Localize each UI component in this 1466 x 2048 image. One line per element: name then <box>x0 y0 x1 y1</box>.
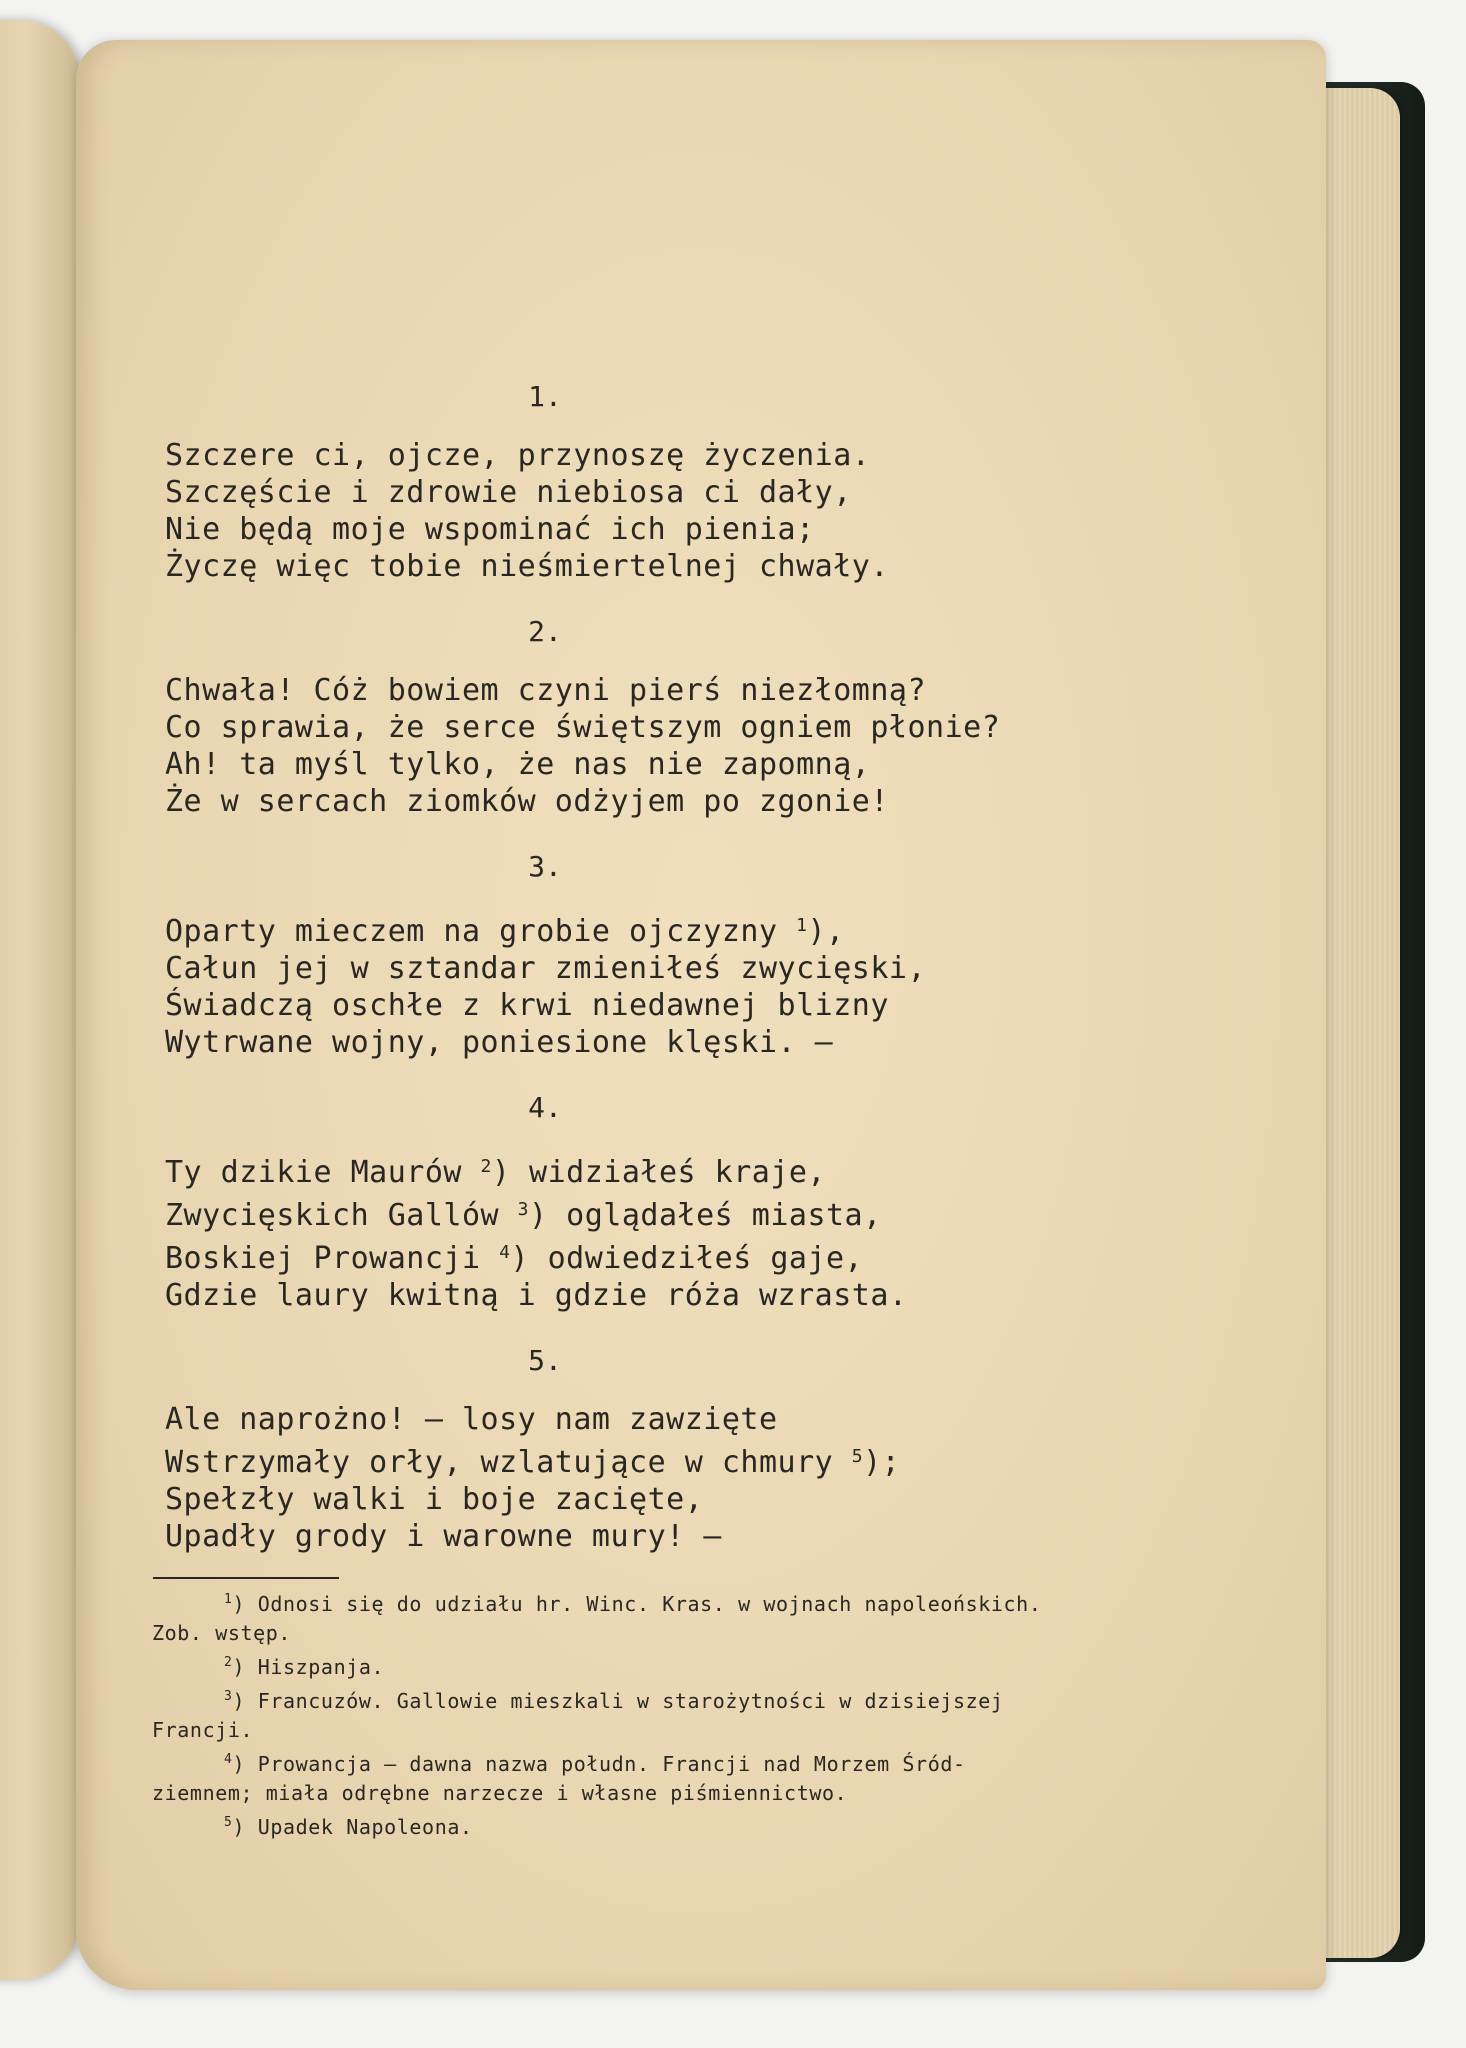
poem-line: Zwycięskich Gallów $^3$) oglądałeś miasta, <box>165 1198 882 1233</box>
footnote-marker: 1 <box>796 915 808 936</box>
footnote-marker: 4 <box>499 1242 511 1263</box>
footnote-divider <box>153 1577 339 1579</box>
left-page-edge <box>0 20 80 1980</box>
footnote-3: $^3$) Francuzów. Gallowie mieszkali w starożytności w dzisiejszej <box>224 1689 1004 1713</box>
stanza-number: 4. <box>528 1091 562 1124</box>
footnote-marker: 2 <box>480 1156 492 1177</box>
footnote-marker: 3 <box>517 1199 530 1220</box>
poem-line: Co sprawia, że serce świętszym ogniem płonie? <box>165 710 1001 745</box>
footnotes <box>152 1585 1172 1842</box>
poem-line: Oparty mieczem na grobie ojczyzny $^1$), <box>165 914 845 949</box>
footnote-marker: 5 <box>851 1446 864 1467</box>
poem-line: Boskiej Prowancji $^4$) odwiedziłeś gaje, <box>165 1241 864 1276</box>
stanza-2 <box>165 615 1185 820</box>
stanza-1 <box>165 380 1185 585</box>
stanza-3 <box>165 850 1185 1061</box>
stanza-4 <box>165 1091 1185 1314</box>
footnote-1-cont: Zob. wstęp. <box>152 1621 292 1645</box>
poem-line: Ah! ta myśl tylko, że nas nie zapomną, <box>165 747 871 782</box>
poem-line: Świadczą oschłe z krwi niedawnej blizny <box>165 988 889 1023</box>
poem-line: Życzę więc tobie nieśmiertelnej chwały. <box>165 549 889 584</box>
footnote-1: $^1$) Odnosi się do udziału hr. Winc. Kras. w wojnach napoleońskich. <box>224 1592 1042 1616</box>
poem-line: Że w sercach ziomków odżyjem po zgonie! <box>165 784 889 819</box>
footnote-3-cont: Francji. <box>152 1718 254 1742</box>
stanza-number: 1. <box>528 380 562 413</box>
poem-line: Gdzie laury kwitną i gdzie róża wzrasta. <box>165 1278 908 1313</box>
footnote-5: $^5$) Upadek Napoleona. <box>224 1815 473 1839</box>
poem-line: Spełzły walki i boje zacięte, <box>165 1482 704 1517</box>
stanza-5 <box>165 1344 1185 1555</box>
footnote-4-cont: ziemnem; miała odrębne narzecze i własne piśmiennictwo. <box>152 1781 848 1805</box>
poem-line: Szczere ci, ojcze, przynoszę życzenia. <box>165 438 871 473</box>
poem-line: Chwała! Cóż bowiem czyni pierś niezłomną? <box>165 673 927 708</box>
footnote-2: $^2$) Hiszpanja. <box>224 1655 385 1679</box>
stanza-number: 2. <box>528 615 562 648</box>
poem <box>165 380 1185 1585</box>
poem-line: Całun jej w sztandar zmieniłeś zwycięski, <box>165 951 927 986</box>
poem-line: Upadły grody i warowne mury! — <box>165 1519 722 1554</box>
poem-line: Szczęście i zdrowie niebiosa ci dały, <box>165 475 852 510</box>
poem-line: Ty dzikie Maurów $^2$) widziałeś kraje, <box>165 1155 826 1190</box>
poem-line: Wytrwane wojny, poniesione klęski. — <box>165 1025 834 1060</box>
stanza-number: 5. <box>528 1344 562 1377</box>
stanza-number: 3. <box>528 850 562 883</box>
footnote-4: $^4$) Prowancja — dawna nazwa połudn. Francji nad Morzem Śród- <box>224 1752 966 1776</box>
poem-line: Nie będą moje wspominać ich pienia; <box>165 512 815 547</box>
poem-line: Ale naprożno! — losy nam zawzięte <box>165 1402 778 1437</box>
poem-line: Wstrzymały orły, wzlatujące w chmury $^5$); <box>165 1445 901 1480</box>
